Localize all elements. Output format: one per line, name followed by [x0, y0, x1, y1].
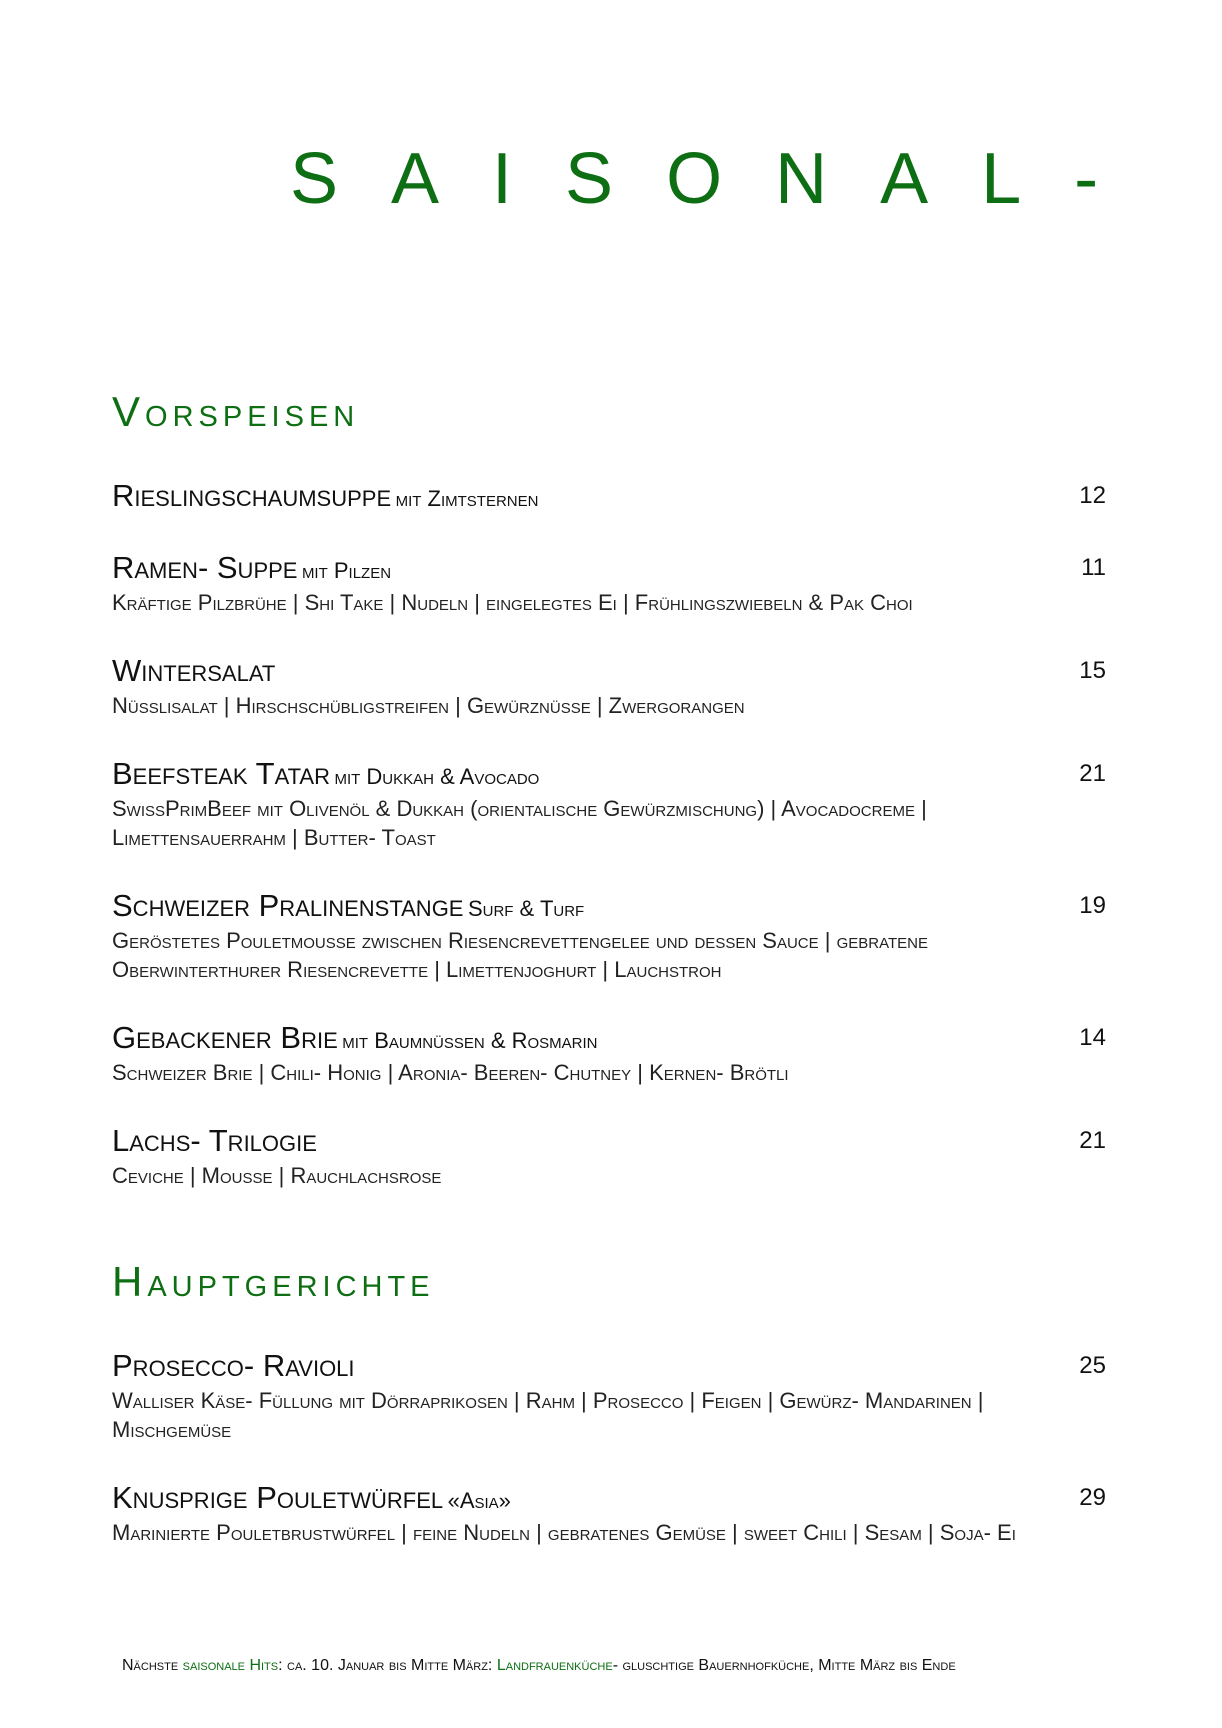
- menu-item-heading: [112, 1348, 1106, 1384]
- menu-item-description: SwissPrimBeef mit Olivenöl & Dukkah (orientalische Gewürzmischung) | Avocadocreme | Limettensauerrahm | Butter- Toast: [112, 796, 927, 850]
- menu-item-price: 19: [1079, 892, 1106, 919]
- section-heading-hauptgerichte: Hauptgerichte: [112, 1258, 435, 1305]
- menu-item-subtitle: mit Pilzen: [301, 558, 392, 583]
- menu-item-subtitle: mit Zimtsternen: [395, 486, 539, 511]
- menu-item-description: Marinierte Pouletbrustwürfel | feine Nudeln | gebratenes Gemüse | sweet Chili | Sesam | Soja- Ei: [112, 1520, 1016, 1545]
- menu-item-description: Walliser Käse- Füllung mit Dörraprikosen | Rahm | Prosecco | Feigen | Gewürz- Mandarinen | Mischgemüse: [112, 1388, 984, 1442]
- footer-text-rest: - gluschtige Bauernhofküche, Mitte März bis Ende: [612, 1657, 956, 1674]
- menu-list-hauptgerichte: [112, 1348, 1106, 1583]
- menu-item-heading: [112, 653, 1106, 689]
- menu-item-subtitle: mit Baumnüssen & Rosmarin: [342, 1028, 598, 1053]
- footer-highlight-hits: saisonale Hits: [182, 1657, 279, 1674]
- menu-item-name: Beefsteak Tatar: [112, 756, 330, 791]
- footer-text-dates: : ca. 10. Januar bis Mitte März:: [278, 1657, 497, 1674]
- menu-item: [112, 1348, 1106, 1444]
- menu-item-description: Ceviche | Mousse | Rauchlachsrose: [112, 1163, 442, 1188]
- menu-item-description: Schweizer Brie | Chili- Honig | Aronia- Beeren- Chutney | Kernen- Brötli: [112, 1060, 789, 1085]
- menu-item-heading: [112, 1020, 1106, 1056]
- menu-list-vorspeisen: [112, 478, 1106, 1226]
- menu-item-price: 29: [1079, 1484, 1106, 1511]
- menu-item-description: Kräftige Pilzbrühe | Shi Take | Nudeln | eingelegtes Ei | Frühlingszwiebeln & Pak Choi: [112, 590, 913, 615]
- menu-item: [112, 888, 1106, 984]
- menu-item-description: Nüsslisalat | Hirschschübligstreifen | Gewürznüsse | Zwergorangen: [112, 693, 745, 718]
- menu-item-name: Gebackener Brie: [112, 1020, 338, 1055]
- menu-item-price: 25: [1079, 1352, 1106, 1379]
- menu-item-heading: [112, 1480, 1106, 1516]
- menu-item: [112, 1123, 1106, 1190]
- menu-item-price: 14: [1079, 1024, 1106, 1051]
- section-heading-vorspeisen: Vorspeisen: [112, 388, 360, 435]
- page-title: SAISONAL-: [290, 139, 1152, 219]
- menu-item-price: 21: [1079, 760, 1106, 787]
- menu-item-price: 12: [1079, 482, 1106, 509]
- menu-item-heading: [112, 1123, 1106, 1159]
- footer-label: Nächste: [122, 1657, 179, 1674]
- menu-item-name: Ramen- Suppe: [112, 550, 298, 585]
- menu-item-price: 21: [1079, 1127, 1106, 1154]
- menu-item-heading: [112, 478, 1106, 514]
- menu-item: [112, 653, 1106, 720]
- menu-item-heading: [112, 550, 1106, 586]
- menu-item: [112, 1020, 1106, 1087]
- menu-item-name: Schweizer Pralinenstange: [112, 888, 464, 923]
- menu-item-heading: [112, 756, 1106, 792]
- footer-note: [122, 1657, 956, 1675]
- menu-item-name: Rieslingschaumsuppe: [112, 478, 392, 513]
- menu-item-name: Knusprige Pouletwürfel: [112, 1480, 444, 1515]
- menu-item: [112, 478, 1106, 514]
- menu-item-name: Prosecco- Ravioli: [112, 1348, 355, 1383]
- menu-item-subtitle: Surf & Turf: [467, 896, 585, 921]
- menu-item-price: 15: [1079, 657, 1106, 684]
- menu-item: [112, 550, 1106, 617]
- menu-item-heading: [112, 888, 1106, 924]
- menu-item-subtitle: «Asia»: [447, 1488, 511, 1513]
- menu-item-name: Wintersalat: [112, 653, 276, 688]
- menu-item-subtitle: mit Dukkah & Avocado: [334, 764, 540, 789]
- menu-item-description: Geröstetes Pouletmousse zwischen Riesencrevettengelee und dessen Sauce | gebratene Oberwinterthurer Riesencrevette | Limettenjoghurt | Lauchstroh: [112, 928, 928, 982]
- footer-highlight-landfrauenkueche: Landfrauenküche: [496, 1657, 613, 1674]
- menu-item: [112, 756, 1106, 852]
- menu-item-price: 11: [1081, 554, 1106, 581]
- menu-item-name: Lachs- Trilogie: [112, 1123, 317, 1158]
- menu-item: [112, 1480, 1106, 1547]
